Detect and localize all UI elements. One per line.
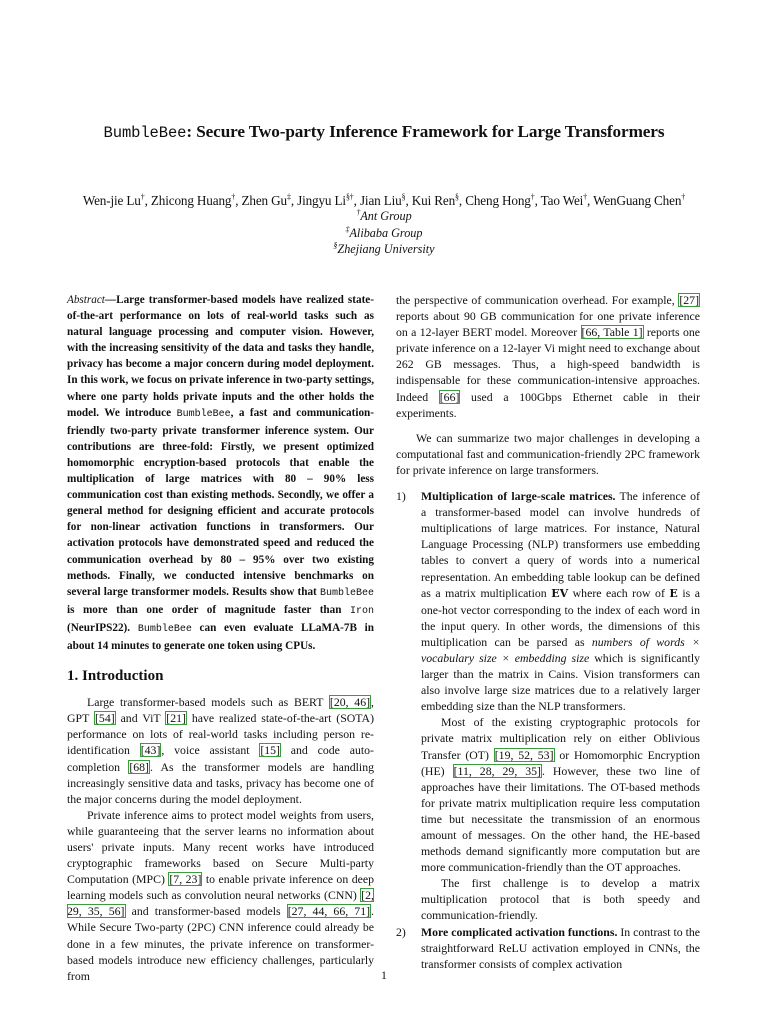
right-paragraph-1: the perspective of communication overhead. For example, [27] reports about 90 GB communication for one private inference on a 12-layer BERT model. Moreover [66, Table 1] reports one private inference on a 12-layer Vi might need to exchange about 262 GB messages. Thus, a high-speed bandwidth is indispensable for these communication-intensive approaches. Indeed [66] used a 100Gbps Ethernet cable in their experiments.: [396, 293, 701, 420]
right-column: [396, 292, 700, 972]
paper-title: [0, 122, 768, 142]
author: Zhicong Huang†: [150, 192, 236, 208]
author: Jingyu Li§†: [297, 192, 354, 208]
intro-paragraph-2: Private inference aims to protect model weights from users, while guaranteeing that the server learns no information about users' private inputs. Many recent works have introduced cryptographic frameworks based on Secure Multi-party Computation (MPC) [7, 23] to enable private inference on deep learning models such as convolution neural networks (CNN) [2, 29, 35, 56] and transformer-based models [27, 44, 66, 71]. While Secure Two-party (2PC) CNN inference could already be done in a few minutes, the private inference on transformer-based models introduce new efficiency challenges, particularly from: [67, 807, 374, 983]
abstract-label: Abstract: [67, 294, 105, 306]
list-item-body: More complicated activation functions. In contrast to the straightforward ReLU activation employed in CNNs, the transformer consists of complex activation: [421, 924, 700, 971]
citation-link[interactable]: [43]: [140, 743, 161, 758]
affiliation: †Ant Group: [356, 207, 412, 223]
author: Cheng Hong†: [465, 192, 535, 208]
right-paragraph-2: We can summarize two major challenges in developing a computational fast and communication-friendly 2PC framework for private inference on large transformers.: [396, 430, 700, 477]
author: Zhen Gu‡: [241, 192, 291, 208]
abstract: Abstract—Large transformer-based models have realized state-of-the-art performance on lots of real-world tasks such as natural language processing and computer vision. However, with the increasing sensitivity of the data and tasks they handle, privacy has become a major concern during model deployment. In this work, we focus on private inference in two-party settings, where one party holds private inputs and the other holds the model. We introduce BumbleBee, a fast and communication-friendly two-party private transformer inference system. Our contributions are three-fold: Firstly, we present optimized homomorphic encryption-based protocols that enable the multiplication of large matrices with 80 – 90% less communication cost than existing methods. Secondly, we offer a general method for designing efficient and accurate protocols for non-linear activation functions in transformers. Our activation protocols have demonstrated speed and reduced the communication overhead by 80 – 95% over two existing methods. Finally, we conducted intensive benchmarks on several large transformer models. Results show that BumbleBee is more than one order of magnitude faster than Iron (NeurIPS22). BumbleBee can even evaluate LLaMA-7B in about 14 minutes to generate one token using CPUs.: [67, 294, 374, 652]
author-list: Wen-jie Lu†, Zhicong Huang†, Zhen Gu‡, Jingyu Li§†, Jian Liu§, Kui Ren§, Cheng Hong†, Tao Wei†, WenGuang Chen†: [82, 192, 686, 208]
section-heading-introduction: 1. Introduction: [67, 668, 164, 685]
citation-link[interactable]: [15]: [260, 743, 280, 758]
author: Tao Wei†: [540, 192, 588, 208]
citation-link[interactable]: [20, 46]: [329, 695, 371, 710]
page-number: 1: [381, 968, 387, 982]
title-system-name: BumbleBee: [103, 124, 187, 142]
list-item-paragraph: The first challenge is to develop a matrix multiplication protocol that is both speedy and communication-friendly.: [421, 876, 700, 923]
left-column: [67, 292, 374, 984]
list-item: 2) More complicated activation functions. In contrast to the straightforward ReLU activation employed in CNNs, the transformer consists of complex activation: [396, 924, 700, 971]
citation-link[interactable]: [11, 28, 29, 35]: [453, 763, 541, 778]
citation-link[interactable]: [54]: [95, 711, 115, 726]
list-item-body: Multiplication of large-scale matrices. The inference of a transformer-based model can involve hundreds of multiplications of large matrices. For instance, Natural Language Processing (NLP) transformers use embedding tables to convert a query of words into a numerical representation. An embedding table lookup can be defined as a matrix multiplication EV where each row of E is a one-hot vector corresponding to the index of each word in the input query. In other words, the dimensions of this multiplication can be parsed as numbers of words × vocabulary size × embedding size which is significantly larger than the matrix in Cains. Vision transformers can also involve large size matrices due to a relatively larger embedding size than the NLP transformers.: [421, 489, 700, 714]
title-text: : Secure Two-party Inference Framework for Large Transformers: [186, 122, 665, 141]
author: Jian Liu§: [359, 192, 406, 208]
author: Wen-jie Lu†: [82, 192, 145, 208]
list-item-heading: More complicated activation functions.: [421, 924, 618, 939]
citation-link[interactable]: [21]: [166, 711, 186, 726]
challenge-list: [396, 488, 700, 972]
intro-paragraph-1: Large transformer-based models such as BERT [20, 46], GPT [54] and ViT [21] have realized state-of-the-art (SOTA) performance on lots of real-world tasks including person re-identification [43], voice assistant [15] and code auto-completion [68]. As the transformer models are handling increasingly sensitive data and tasks, privacy has become one of the major concerns during the model deployment.: [67, 695, 374, 806]
citation-link[interactable]: [68]: [129, 759, 149, 774]
list-item-paragraph: Most of the existing cryptographic protocols for private matrix multiplication rely on either Oblivious Transfer (OT) [19, 52, 53] or Homomorphic Encryption (HE) [11, 28, 29, 35]. However, these two line of approaches have their limitations. The OT-based methods for private matrix multiplication require less computation time but necessitate the transmission of an enormous amount of messages. On the other hand, the HE-based methods demand significantly more computation but are more communication-friendly than the OT approaches.: [421, 715, 700, 875]
citation-link[interactable]: [19, 52, 53]: [494, 747, 554, 762]
citation-link[interactable]: [27]: [679, 293, 699, 307]
citation-link[interactable]: [2, 29, 35, 56]: [67, 888, 374, 919]
author: WenGuang Chen†: [593, 192, 686, 208]
list-item-heading: Multiplication of large-scale matrices.: [421, 489, 616, 504]
author: Kui Ren§: [411, 192, 459, 208]
list-item: 1) Multiplication of large-scale matrices. The inference of a transformer-based model can involve hundreds of multiplications of large matrices. For instance, Natural Language Processing (NLP) transformers use embedding tables to convert a query of words into a numerical representation. An embedding table lookup can be defined as a matrix multiplication EV where each row of E is a one-hot vector corresponding to the index of each word in the input query. In other words, the dimensions of this multiplication can be parsed as numbers of words × vocabulary size × embedding size which is significantly larger than the matrix in Cains. Vision transformers can also involve large size matrices due to a relatively larger embedding size than the NLP transformers. Most of the existing cryptographic protocols for private matrix multiplication rely on either Oblivious Transfer (OT) [19, 52, 53] or Homomorphic Encryption (HE) [11, 28, 29, 35]. However, these two line of approaches have their limitations. The OT-based methods for private matrix multiplication require less computation time but necessitate the transmission of an enormous amount of messages. On the other hand, the HE-based methods demand significantly more computation but are more communication-friendly than the OT approaches. The first challenge is to develop a matrix multiplication protocol that is both speedy and communication-friendly.: [396, 489, 700, 923]
citation-link[interactable]: [27, 44, 66, 71]: [287, 904, 371, 919]
affiliation: §Zhejiang University: [333, 240, 435, 256]
affiliation: ‡Alibaba Group: [345, 224, 423, 240]
citation-link[interactable]: [66]: [439, 389, 460, 404]
citation-link[interactable]: [66, Table 1]: [581, 325, 643, 340]
citation-link[interactable]: [7, 23]: [169, 872, 202, 887]
